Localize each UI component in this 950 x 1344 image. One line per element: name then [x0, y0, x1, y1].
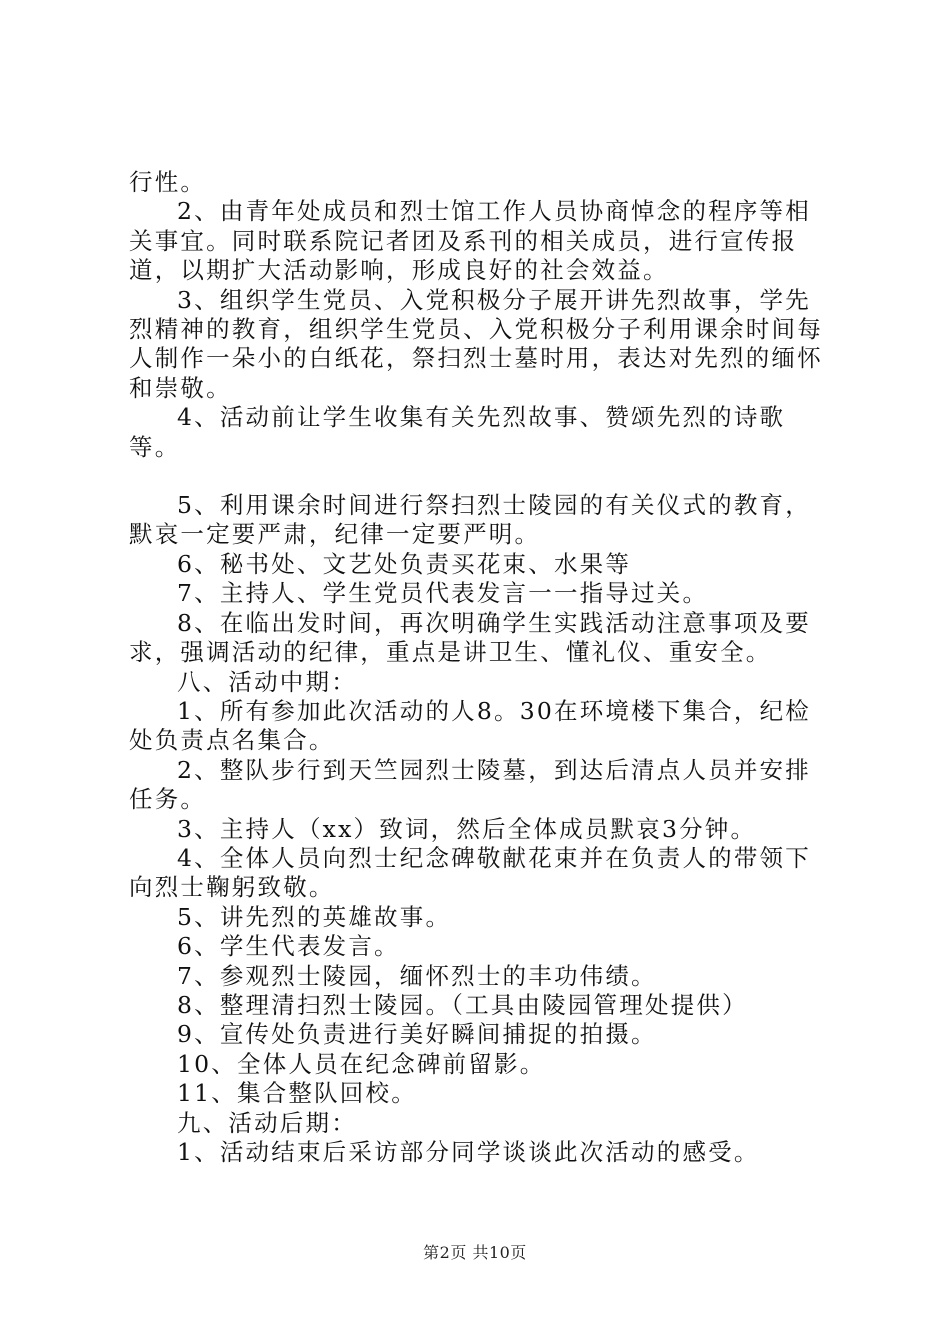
paragraph: 2、由青年处成员和烈士馆工作人员协商悼念的程序等相关事宜。同时联系院记者团及系刊的相关成员，进行宣传报道，以期扩大活动影响，形成良好的社会效益。: [129, 197, 811, 285]
paragraph: 4、全体人员向烈士纪念碑敬献花束并在负责人的带领下向烈士鞠躬致敬。: [129, 843, 811, 902]
paragraph: 7、主持人、学生党员代表发言一一指导过关。: [177, 579, 709, 608]
paragraph: 8、在临出发时间，再次明确学生实践活动注意事项及要求，强调活动的纪律，重点是讲卫生、懂礼仪、重安全。: [129, 608, 811, 667]
paragraph: 7、参观烈士陵园，缅怀烈士的丰功伟绩。: [177, 961, 657, 990]
paragraph: 6、学生代表发言。: [177, 932, 400, 961]
paragraph: 2、整队步行到天竺园烈士陵墓，到达后清点人员并安排任务。: [129, 755, 811, 814]
paragraph: 3、组织学生党员、入党积极分子展开讲先烈故事，学先烈精神的教育，组织学生党员、入党积极分子利用课余时间每人制作一朵小的白纸花，祭扫烈士墓时用，表达对先烈的缅怀和崇敬。: [129, 285, 823, 402]
paragraph: 8、整理清扫烈士陵园。（工具由陵园管理处提供）: [177, 990, 748, 1019]
paragraph: 5、讲先烈的英雄故事。: [177, 902, 452, 931]
paragraph: 1、活动结束后采访部分同学谈谈此次活动的感受。: [177, 1138, 760, 1166]
section-heading: 八、活动中期：: [177, 667, 357, 696]
section-heading: 九、活动后期：: [177, 1108, 357, 1137]
paragraph: 11、集合整队回校。: [177, 1079, 417, 1108]
paragraph: 1、所有参加此次活动的人8。30在环境楼下集合，纪检处负责点名集合。: [129, 696, 812, 755]
paragraph: 3、主持人（xx）致词，然后全体成员默哀3分钟。: [177, 814, 757, 843]
paragraph: 行性。: [129, 168, 207, 196]
paragraph: 6、秘书处、文艺处负责买花束、水果等: [177, 549, 632, 578]
page-number-footer: 第2页 共10页: [423, 1243, 527, 1262]
document-body: [129, 168, 835, 1167]
paragraph: 4、活动前让学生收集有关先烈故事、赞颂先烈的诗歌等。: [129, 403, 786, 461]
paragraph: 10、全体人员在纪念碑前留影。: [177, 1049, 546, 1078]
paragraph: 5、利用课余时间进行祭扫烈士陵园的有关仪式的教育，默哀一定要严肃，纪律一定要严明。: [129, 491, 811, 549]
paragraph: 9、宣传处负责进行美好瞬间捕捉的拍摄。: [177, 1020, 657, 1049]
